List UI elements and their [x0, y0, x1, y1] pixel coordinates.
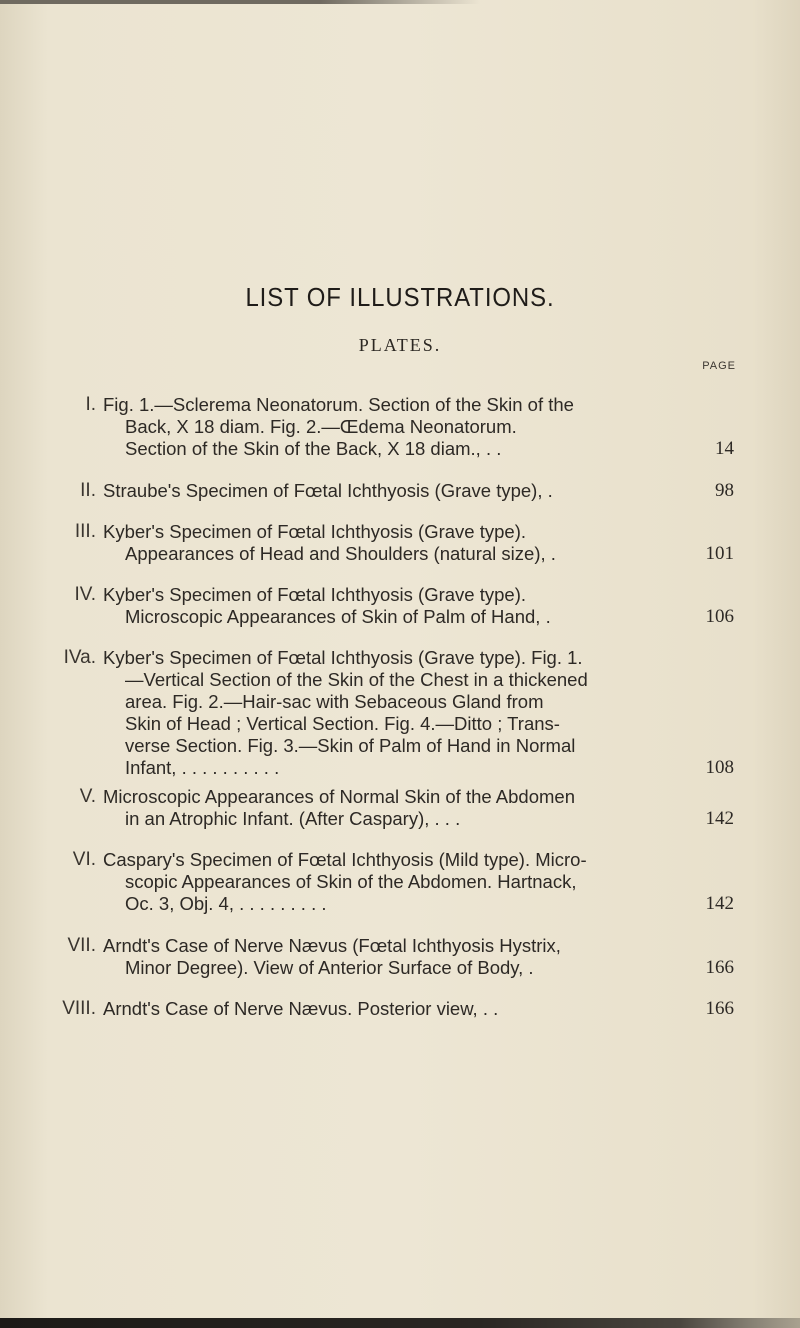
- plate-caption-line: Caspary's Specimen of Fœtal Ichthyosis (Mild type). Micro-: [103, 849, 587, 870]
- plate-caption-line: —Vertical Section of the Skin of the Chest in a thickened: [125, 669, 588, 690]
- plate-caption-line: Minor Degree). View of Anterior Surface of Body, .: [125, 957, 534, 978]
- plate-caption-line: Appearances of Head and Shoulders (natural size), .: [125, 543, 556, 564]
- plate-caption-line: Section of the Skin of the Back, X 18 diam., . .: [125, 438, 502, 459]
- plate-caption-line: area. Fig. 2.—Hair-sac with Sebaceous Gland from: [125, 691, 544, 712]
- plate-caption-line: scopic Appearances of Skin of the Abdomen. Hartnack,: [125, 871, 577, 892]
- plate-caption-line: verse Section. Fig. 3.—Skin of Palm of Hand in Normal: [125, 735, 576, 756]
- plate-page-number: 166: [705, 998, 734, 1019]
- plate-caption: [103, 998, 688, 1020]
- plate-numeral: III.: [74, 521, 96, 542]
- page-bottom-edge: [0, 1318, 800, 1328]
- plate-numeral: V.: [79, 786, 96, 807]
- plate-entry: [0, 521, 800, 565]
- plate-entry: [0, 786, 800, 830]
- plate-numeral: VIII.: [62, 998, 96, 1019]
- plate-numeral: I.: [85, 394, 96, 415]
- plate-numeral: IV.: [74, 584, 96, 605]
- plate-page-number: 166: [705, 957, 734, 978]
- plate-page-number: 108: [705, 757, 734, 778]
- plate-caption-line: Arndt's Case of Nerve Nævus. Posterior view, . .: [103, 998, 499, 1019]
- page-column-label: PAGE: [702, 360, 736, 372]
- plate-entry: [0, 998, 800, 1020]
- plate-caption-line: Fig. 1.—Sclerema Neonatorum. Section of the Skin of the: [103, 394, 574, 415]
- plate-numeral: II.: [80, 480, 96, 501]
- plate-page-number: 106: [705, 606, 734, 627]
- plate-entry: [0, 394, 800, 460]
- plate-caption: [103, 521, 688, 565]
- plate-numeral: VII.: [67, 935, 96, 956]
- plate-caption-line: Microscopic Appearances of Normal Skin of the Abdomen: [103, 786, 575, 807]
- plate-caption-line: Kyber's Specimen of Fœtal Ichthyosis (Grave type).: [103, 521, 527, 542]
- page-top-edge: [0, 0, 800, 4]
- plate-caption-line: Straube's Specimen of Fœtal Ichthyosis (Grave type), .: [103, 480, 553, 501]
- plate-entry: [0, 480, 800, 502]
- plate-caption-line: Kyber's Specimen of Fœtal Ichthyosis (Grave type). Fig. 1.: [103, 647, 583, 668]
- plate-page-number: 142: [705, 893, 734, 914]
- plate-entry: [0, 647, 800, 779]
- plate-entry: [0, 935, 800, 979]
- plate-caption-line: Microscopic Appearances of Skin of Palm of Hand, .: [125, 606, 551, 627]
- plate-caption: [103, 480, 688, 502]
- plate-caption-line: Oc. 3, Obj. 4, . . . . . . . . .: [125, 893, 327, 914]
- plate-caption-line: Arndt's Case of Nerve Nævus (Fœtal Ichthyosis Hystrix,: [103, 935, 561, 956]
- page-title: LIST OF ILLUSTRATIONS.: [245, 282, 555, 312]
- plate-page-number: 101: [705, 543, 734, 564]
- plate-caption: [103, 584, 688, 628]
- plate-caption-line: Kyber's Specimen of Fœtal Ichthyosis (Grave type).: [103, 584, 527, 605]
- plate-caption: [103, 647, 688, 779]
- plate-caption-line: Skin of Head ; Vertical Section. Fig. 4.—Ditto ; Trans-: [125, 713, 560, 734]
- plate-numeral: IVa.: [63, 647, 96, 668]
- plate-caption: [103, 394, 688, 460]
- plate-numeral: VI.: [72, 849, 96, 870]
- plate-caption-line: Back, X 18 diam. Fig. 2.—Œdema Neonatorum.: [125, 416, 517, 437]
- section-heading-plates: PLATES.: [358, 335, 442, 355]
- plate-caption-line: in an Atrophic Infant. (After Caspary), . . .: [125, 808, 461, 829]
- plate-page-number: 98: [715, 480, 734, 501]
- plate-page-number: 14: [715, 438, 734, 459]
- plate-entry: [0, 584, 800, 628]
- plate-entry: [0, 849, 800, 915]
- plate-caption-line: Infant, . . . . . . . . . .: [125, 757, 280, 778]
- plate-page-number: 142: [705, 808, 734, 829]
- plate-caption: [103, 849, 688, 915]
- plate-caption: [103, 935, 688, 979]
- plate-caption: [103, 786, 688, 830]
